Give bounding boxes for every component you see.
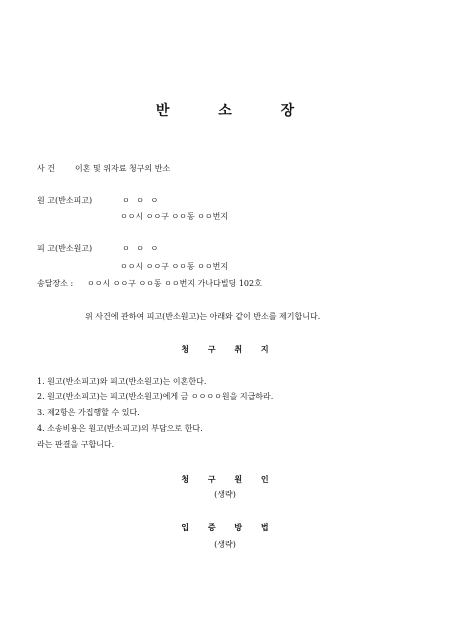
defendant-address: ㅇㅇ시 ㅇㅇ구 ㅇㅇ동 ㅇㅇ번지 [120,262,229,271]
claim-item: 3. 제2항은 가집행할 수 있다. [37,408,140,417]
plaintiff-name: ㅇ ㅇ ㅇ [122,196,161,205]
document-title: 반 소 장 [155,103,317,119]
plaintiff-label: 원 고(반소피고) [37,196,93,205]
claim-heading: 청 구 취 지 [181,344,277,354]
delivery-address: ㅇㅇ시 ㅇㅇ구 ㅇㅇ동 ㅇㅇ번지 가나다빌딩 102호 [87,279,262,288]
intro-sentence: 위 사건에 관하여 피고(반소원고)는 아래와 같이 반소를 제기합니다. [85,312,321,321]
judgment-sentence: 라는 판결을 구합니다. [37,440,115,449]
defendant-name: ㅇ ㅇ ㅇ [122,244,161,253]
cause-heading: 청 구 원 인 [181,474,277,484]
evidence-heading: 입 증 방 법 [181,522,277,532]
claim-item: 2. 원고(반소피고)는 피고(반소원고)에게 금 ㅇㅇㅇㅇ원을 지급하라. [37,392,274,401]
delivery-label: 송달장소 : [37,279,74,288]
defendant-label: 피 고(반소원고) [37,244,93,253]
evidence-body: (생략) [214,540,236,549]
case-value: 이혼 및 위자료 청구의 반소 [75,164,171,173]
cause-body: (생략) [214,490,236,499]
case-label: 사 건 [37,164,55,173]
claim-item: 1. 원고(반소피고)와 피고(반소원고)는 이혼한다. [37,377,207,386]
claim-item: 4. 소송비용은 원고(반소피고)의 부담으로 한다. [37,424,203,433]
plaintiff-address: ㅇㅇ시 ㅇㅇ구 ㅇㅇ동 ㅇㅇ번지 [120,212,229,221]
